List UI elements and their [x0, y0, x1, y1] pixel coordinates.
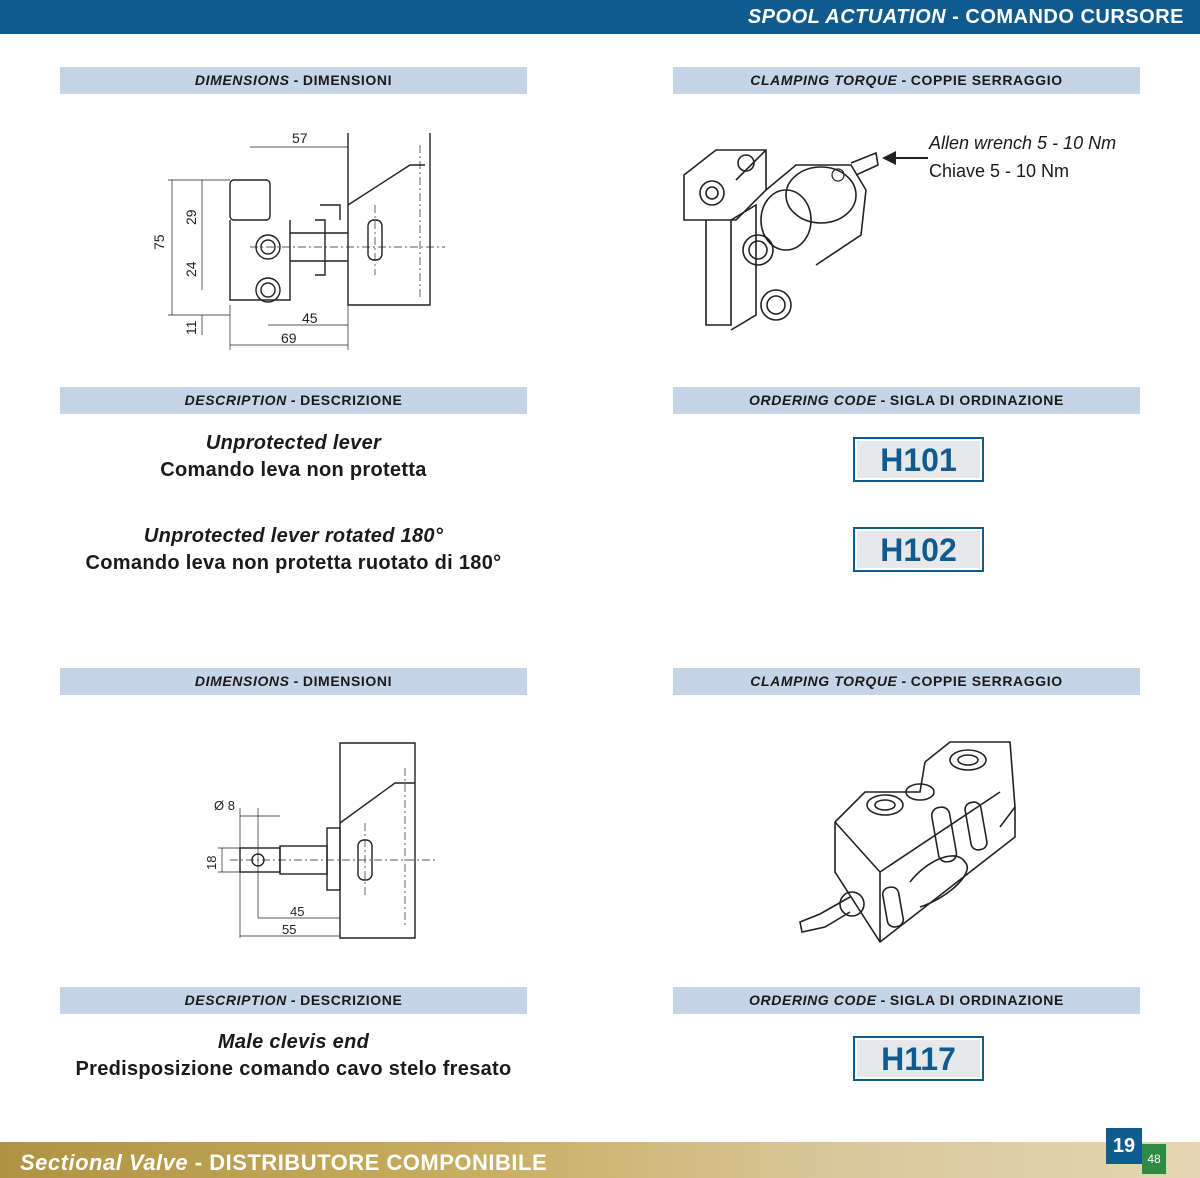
desc-it: Comando leva non protetta — [160, 459, 427, 481]
hdr-en: DESCRIPTION — [184, 392, 287, 408]
dim-diam-8: Ø 8 — [214, 798, 235, 813]
ordering-code-h117: H117 — [853, 1036, 984, 1081]
dim-69: 69 — [281, 330, 297, 346]
hdr-en: CLAMPING TORQUE — [750, 72, 898, 88]
dim-11: 11 — [183, 320, 199, 335]
hdr-en: ORDERING CODE — [749, 392, 877, 408]
desc-en: Unprotected lever rotated 180° — [143, 525, 444, 547]
hdr-it: SIGLA DI ORDINAZIONE — [889, 992, 1064, 1008]
clevis-dimension-drawing — [200, 738, 440, 948]
title-en: SPOOL ACTUATION — [747, 6, 947, 28]
ordering-code-h101: H101 — [853, 437, 984, 482]
dim-75: 75 — [151, 234, 167, 250]
hdr-en: ORDERING CODE — [749, 992, 877, 1008]
hdr-it: SIGLA DI ORDINAZIONE — [889, 392, 1064, 408]
lever-isometric-drawing — [676, 135, 896, 345]
desc-it: Predisposizione comando cavo stelo fresato — [75, 1058, 512, 1080]
page-sub-number: 48 — [1142, 1144, 1166, 1174]
footer-title-it: DISTRIBUTORE COMPONIBILE — [209, 1150, 548, 1175]
hdr-it: DIMENSIONI — [302, 673, 393, 689]
desc-en: Male clevis end — [217, 1031, 370, 1053]
hdr-en: CLAMPING TORQUE — [750, 673, 898, 689]
hdr-en: DESCRIPTION — [184, 992, 287, 1008]
hdr-en: DIMENSIONS — [194, 673, 290, 689]
dim-57: 57 — [292, 130, 308, 146]
hdr-sep: - — [293, 72, 299, 88]
footer-title — [20, 1150, 547, 1176]
ordering-code-header-1 — [673, 387, 1140, 414]
top-title-bar — [0, 0, 1200, 34]
hdr-it: COPPIE SERRAGGIO — [910, 673, 1063, 689]
dim-45-b: 45 — [290, 904, 305, 919]
description-item-h101 — [60, 432, 527, 482]
description-item-h102 — [60, 525, 527, 575]
dim-55: 55 — [282, 922, 297, 937]
ordering-code-header-2 — [673, 987, 1140, 1014]
dim-29: 29 — [183, 209, 199, 225]
hdr-it: DESCRIZIONE — [300, 392, 403, 408]
callout-allen-wrench: Allen wrench 5 - 10 Nm — [929, 133, 1117, 153]
hdr-it: DESCRIZIONE — [300, 992, 403, 1008]
page-number: 19 — [1106, 1128, 1142, 1164]
description-item-h117 — [60, 1031, 527, 1081]
hdr-sep: - — [880, 392, 886, 408]
hdr-it: COPPIE SERRAGGIO — [910, 72, 1063, 88]
hdr-sep: - — [880, 992, 886, 1008]
description-header-2 — [60, 987, 527, 1014]
footer-bar — [0, 1142, 1200, 1178]
page-title — [748, 6, 1184, 29]
hdr-sep: - — [290, 392, 297, 408]
dim-24: 24 — [183, 261, 199, 277]
ordering-code-h102: H102 — [853, 527, 984, 572]
hdr-en: DIMENSIONS — [194, 72, 290, 88]
hdr-sep: - — [290, 992, 297, 1008]
title-it: COMANDO CURSORE — [965, 6, 1184, 28]
clamping-torque-header-2 — [673, 668, 1140, 695]
hdr-sep: - — [901, 673, 907, 689]
hdr-it: DIMENSIONI — [302, 72, 393, 88]
description-header-1 — [60, 387, 527, 414]
dimensions-header-1 — [60, 67, 527, 94]
dim-45: 45 — [302, 310, 318, 326]
clamping-torque-header-1 — [673, 67, 1140, 94]
desc-en: Unprotected lever — [205, 432, 382, 454]
callout-chiave: Chiave 5 - 10 Nm — [929, 161, 1070, 181]
dim-18: 18 — [204, 855, 219, 870]
footer-separator: - — [194, 1150, 203, 1175]
hdr-sep: - — [901, 72, 907, 88]
hdr-sep: - — [293, 673, 299, 689]
dimensions-header-2 — [60, 668, 527, 695]
valve-isometric-drawing — [790, 732, 1030, 947]
callout-arrow-icon — [880, 148, 930, 168]
lever-dimension-drawing — [150, 125, 450, 355]
desc-it: Comando leva non protetta ruotato di 180° — [85, 552, 502, 574]
title-separator: - — [952, 6, 960, 28]
footer-title-en: Sectional Valve — [20, 1150, 189, 1175]
